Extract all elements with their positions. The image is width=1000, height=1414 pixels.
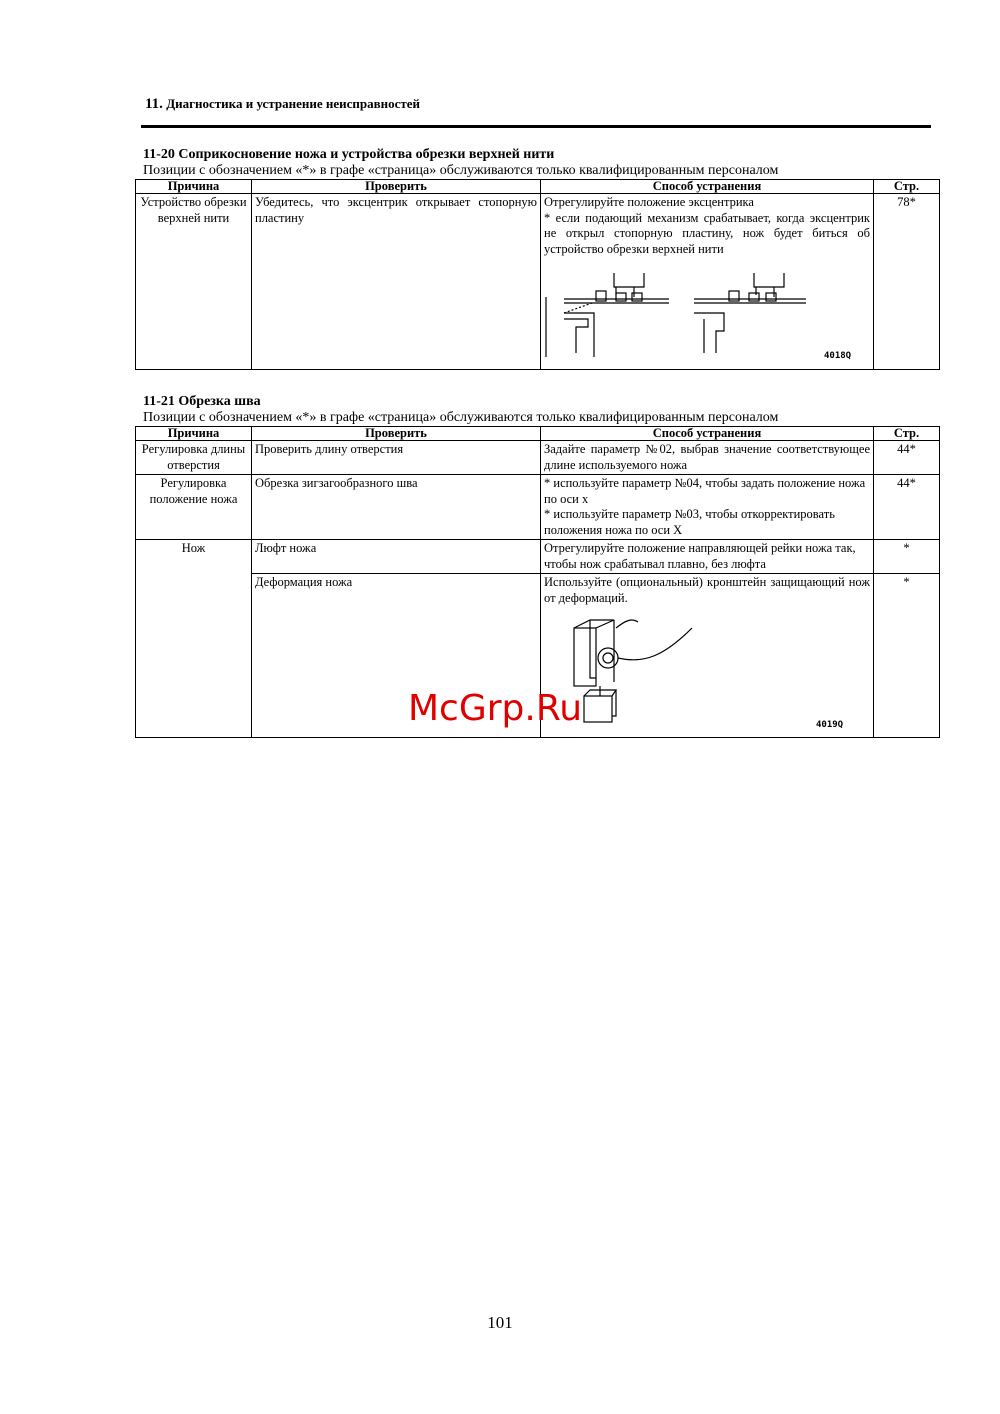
cause-cell: Регулировка положение ножа [136, 475, 252, 540]
header-remedy: Способ устранения [541, 180, 874, 194]
header-rule [141, 125, 931, 128]
section-11-21 [135, 394, 940, 738]
check-cell: Обрезка зигзагообразного шва [252, 475, 541, 540]
knife-bracket-diagram [544, 606, 870, 730]
table-header-row [136, 180, 940, 194]
remedy-cell [541, 475, 874, 540]
header-page: Стр. [874, 180, 940, 194]
table-row [136, 441, 940, 475]
remedy-cell: Задайте параметр №02, выбрав значение соответствующее длине используемого ножа [541, 441, 874, 475]
header-cause: Причина [136, 180, 252, 194]
section-11-20 [135, 147, 940, 370]
figure-knife-bracket [544, 606, 870, 732]
header-cause: Причина [136, 427, 252, 441]
chapter-title: Диагностика и устранение неисправностей [166, 96, 421, 111]
page-cell: 44* [874, 475, 940, 540]
chapter-heading [145, 96, 420, 113]
troubleshooting-table [135, 179, 940, 370]
check-cell: Убедитесь, что эксцентрик открывает стопорную пластину [252, 194, 541, 370]
remedy-cell: Отрегулируйте положение направляющей рейки ножа так, чтобы нож срабатывал плавно, без люфта [541, 540, 874, 574]
remedy-note: * если подающий механизм срабатывает, когда эксцентрик не открыл стопорную пластину, нож будет биться об устройство обрезки верхней нити [544, 210, 870, 256]
table-row [136, 194, 940, 370]
cause-cell: Устройство обрезки верхней нити [136, 194, 252, 370]
table-row [136, 540, 940, 574]
section-note: Позиции с обозначением «*» в графе «страница» обслуживаются только квалифицированным персоналом [143, 163, 779, 178]
header-page: Стр. [874, 427, 940, 441]
section-title: 11-20 Соприкосновение ножа и устройства обрезки верхней нити [143, 147, 555, 162]
cam-stopper-diagram [544, 257, 870, 361]
page-cell: 78* [874, 194, 940, 370]
check-cell: Деформация ножа [252, 574, 541, 738]
table-row [136, 475, 940, 540]
page-cell: 44* [874, 441, 940, 475]
page-number: 101 [487, 1313, 513, 1332]
cause-cell: Нож [136, 540, 252, 738]
remedy-cell [541, 574, 874, 738]
header-remedy: Способ устранения [541, 427, 874, 441]
section-note: Позиции с обозначением «*» в графе «страница» обслуживаются только квалифицированным персоналом [143, 410, 779, 425]
watermark: McGrp.Ru [408, 688, 583, 729]
chapter-number: 11. [145, 96, 163, 112]
header-check: Проверить [252, 180, 541, 194]
figure-code: 4019Q [816, 720, 844, 730]
figure-code: 4018Q [824, 351, 852, 361]
figure-cam-stopper [544, 257, 870, 365]
remedy-text: Используйте (опциональный) кронштейн защищающий нож от деформаций. [544, 575, 870, 605]
page-cell: * [874, 574, 940, 738]
remedy-cell [541, 194, 874, 370]
check-cell: Люфт ножа [252, 540, 541, 574]
page-cell: * [874, 540, 940, 574]
header-check: Проверить [252, 427, 541, 441]
check-cell: Проверить длину отверстия [252, 441, 541, 475]
table-header-row [136, 427, 940, 441]
remedy-note: * используйте параметр №03, чтобы откорректировать положения ножа по оси X [544, 507, 835, 537]
remedy-note: * используйте параметр №04, чтобы задать положение ножа по оси х [544, 476, 866, 506]
cause-cell: Регулировка длины отверстия [136, 441, 252, 475]
remedy-text: Отрегулируйте положение эксцентрика [544, 195, 754, 209]
section-title: 11-21 Обрезка шва [143, 394, 261, 409]
